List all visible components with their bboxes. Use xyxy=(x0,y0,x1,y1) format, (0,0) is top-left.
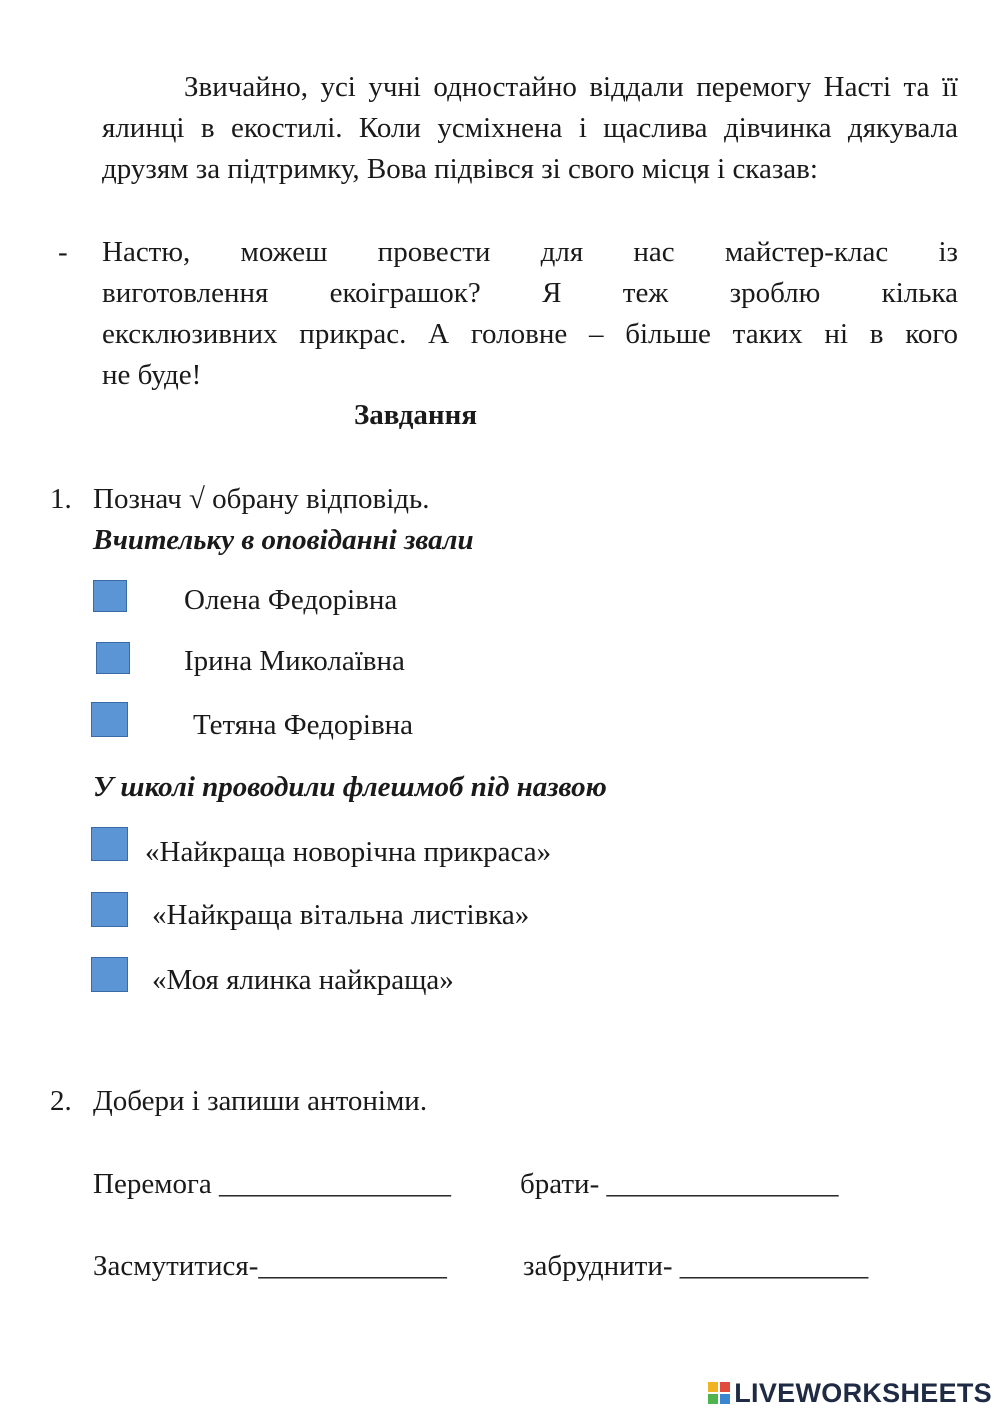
dialogue-text xyxy=(102,232,958,396)
task2-instruction: Добери і запиши антоніми. xyxy=(93,1085,428,1117)
option-checkbox[interactable] xyxy=(91,957,128,992)
option-checkbox[interactable] xyxy=(96,642,130,674)
task1-question1: Вчительку в оповіданні звали xyxy=(93,524,474,556)
option-label: Ірина Миколаївна xyxy=(184,645,405,677)
option-label: «Найкраща новорічна прикраса» xyxy=(145,836,552,868)
option-label: Олена Федорівна xyxy=(184,584,398,616)
task2-number: 2. xyxy=(50,1085,72,1117)
option-label: «Найкраща вітальна листівка» xyxy=(152,899,530,931)
dialogue-dash: - xyxy=(58,236,68,268)
option-checkbox[interactable] xyxy=(91,702,128,737)
antonym-blank[interactable]: брати- ________________ xyxy=(520,1168,839,1200)
task1-number: 1. xyxy=(50,483,72,515)
dialogue-line: Настю, можеш провести для нас майстер-клас із xyxy=(102,236,958,268)
option-label: Тетяна Федорівна xyxy=(193,709,414,741)
option-checkbox[interactable] xyxy=(91,827,128,861)
task1-question2: У школі проводили флешмоб під назвою xyxy=(93,771,607,803)
option-checkbox[interactable] xyxy=(93,580,127,612)
dialogue-line: не буде! xyxy=(102,359,202,391)
section-title: Завдання xyxy=(354,399,478,431)
option-checkbox[interactable] xyxy=(91,892,128,927)
option-label: «Моя ялинка найкраща» xyxy=(152,964,454,996)
logo-icon xyxy=(708,1382,730,1404)
task1-instruction: Познач √ обрану відповідь. xyxy=(93,483,430,515)
liveworksheets-logo xyxy=(708,1378,992,1408)
story-paragraph: Звичайно, усі учні одностайно віддали перемогу Насті та її ялинці в екостилі. Коли усміхнена і щаслива дівчинка дякувала друзям за підтримку, Вова підвівся зі свого місця і сказав: xyxy=(102,71,958,185)
dialogue-line: ексклюзивних прикрас. А головне – більше таких ні в кого xyxy=(102,318,958,350)
antonym-blank[interactable]: Перемога ________________ xyxy=(93,1168,452,1200)
antonym-blank[interactable]: забруднити- _____________ xyxy=(523,1250,869,1282)
antonym-blank[interactable]: Засмутитися-_____________ xyxy=(93,1250,447,1282)
dialogue-line: виготовлення екоіграшок? Я теж зроблю кілька xyxy=(102,277,958,309)
logo-text: LIVEWORKSHEETS xyxy=(734,1377,992,1408)
